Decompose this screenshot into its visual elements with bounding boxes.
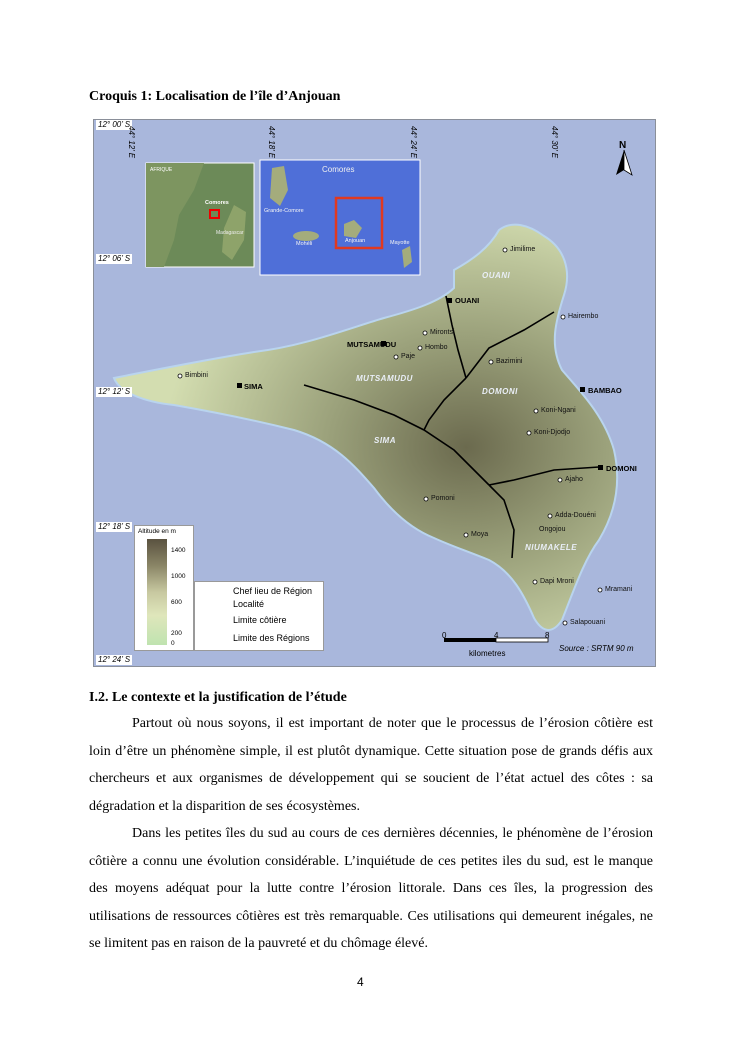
map-source: Source : SRTM 90 m bbox=[559, 644, 634, 653]
inset-comores-label: Comores bbox=[205, 200, 229, 206]
localite-label: Ajaho bbox=[565, 476, 583, 483]
localite-label: Mramani bbox=[605, 586, 633, 593]
scale-tick: 8 bbox=[545, 631, 550, 640]
altitude-legend-title: Altitude en m bbox=[138, 528, 176, 535]
north-label: N bbox=[619, 140, 627, 151]
longitude-label: 44° 18’ E bbox=[267, 126, 276, 159]
longitude-label: 44° 24’ E bbox=[409, 126, 418, 159]
inset-anjouan-label: Anjouan bbox=[345, 238, 366, 244]
localite-label: Ongojou bbox=[539, 526, 566, 533]
anjouan-map bbox=[93, 119, 656, 667]
symbol-legend bbox=[194, 581, 324, 651]
localite-label: Jimilime bbox=[510, 246, 536, 253]
chef-lieu-label: BAMBAO bbox=[588, 386, 622, 395]
localite-label: Adda-Douéni bbox=[555, 512, 596, 519]
altitude-tick: 1000 bbox=[171, 573, 186, 580]
chef-lieu-label: DOMONI bbox=[606, 464, 637, 473]
localite-label: Hombo bbox=[425, 344, 448, 351]
altitude-legend bbox=[134, 525, 194, 651]
localite-label: Koni-Ngani bbox=[541, 407, 576, 414]
legend-chef-lieu: Chef lieu de Région bbox=[233, 586, 313, 596]
inset-mayotte-label: Mayotte bbox=[390, 240, 410, 246]
altitude-tick: 200 bbox=[171, 630, 182, 637]
localite-label: Hairembo bbox=[568, 313, 599, 320]
legend-limite-regions: Limite des Régions bbox=[233, 633, 310, 643]
inset-madagascar-label: Madagascar bbox=[216, 230, 244, 236]
figure-caption: Croquis 1: Localisation de l’île d’Anjouan bbox=[89, 89, 341, 104]
longitude-label: 44° 12’ E bbox=[127, 126, 136, 159]
localite-label: Bimbini bbox=[185, 372, 208, 379]
paragraph: Dans les petites îles du sud au cours de ces dernières décennies, le phénomène de l’érosion côtière a connu une évolution considérable. L’inquiétude de ces petites iles du sud, est le manque des moyens adéquat pour la lutte contre l’érosion littorale. Dans ces îles, la progression des utilisations de ressources côtières est très remarquable. Ces utilisations qui demeurent inégales, ne se limitent pas en raison de la pauvreté et du chômage élevé. bbox=[89, 826, 653, 951]
localite-label: Koni-Djodjo bbox=[534, 429, 571, 436]
chef-lieu-label: SIMA bbox=[244, 382, 263, 391]
altitude-gradient bbox=[147, 539, 167, 645]
latitude-label: 12° 18’ S bbox=[98, 522, 131, 531]
scale-tick: 0 bbox=[442, 631, 447, 640]
north-arrow-icon bbox=[616, 150, 632, 175]
map-legend bbox=[134, 525, 330, 650]
region-label: DOMONI bbox=[482, 387, 518, 396]
section-heading: I.2. Le contexte et la justification de l’étude bbox=[89, 690, 347, 705]
scale-tick: 4 bbox=[494, 631, 499, 640]
legend-limite-cotiere: Limite côtière bbox=[233, 615, 287, 625]
page-number: 4 bbox=[357, 975, 364, 989]
altitude-tick: 0 bbox=[171, 640, 175, 647]
inset-moheli-label: Mohéli bbox=[296, 241, 313, 247]
longitude-label: 44° 30’ E bbox=[550, 126, 559, 159]
body-text bbox=[89, 710, 653, 958]
chef-lieu-label: OUANI bbox=[455, 296, 480, 305]
paragraph: Partout où nous soyons, il est important de noter que le processus de l’érosion côtière est loin d’être un phénomène simple, il est plutôt dynamique. Cette situation pose de grands défis aux chercheurs et aux organismes de développement qui se soucient de l’état actuel des côtes : sa dégradation et la disparition de ses écosystèmes. bbox=[89, 716, 653, 814]
inset-afrique-label: AFRIQUE bbox=[150, 167, 173, 173]
region-label: MUTSAMUDU bbox=[356, 374, 413, 383]
region-label: NIUMAKELE bbox=[525, 543, 578, 552]
localite-label: Pomoni bbox=[431, 495, 455, 502]
latitude-label: 12° 00’ S bbox=[98, 120, 131, 129]
chef-lieu-label: MUTSAMUDU bbox=[347, 340, 397, 349]
scale-unit: kilometres bbox=[469, 649, 506, 658]
latitude-label: 12° 12’ S bbox=[98, 387, 131, 396]
localite-label: Paje bbox=[401, 353, 416, 360]
localite-label: Salapouani bbox=[570, 619, 606, 626]
africa-inset-map bbox=[146, 163, 254, 267]
latitude-label: 12° 06’ S bbox=[98, 254, 131, 263]
region-label: SIMA bbox=[374, 436, 396, 445]
altitude-tick: 1400 bbox=[171, 547, 186, 554]
legend-localite: Localité bbox=[233, 599, 265, 609]
localite-label: Mirontsi bbox=[430, 329, 455, 336]
localite-label: Bazimini bbox=[496, 358, 523, 365]
inset-comores-title: Comores bbox=[322, 165, 355, 174]
altitude-tick: 600 bbox=[171, 599, 182, 606]
localite-label: Dapi Mroni bbox=[540, 578, 574, 585]
region-label: OUANI bbox=[482, 271, 511, 280]
latitude-label: 12° 24’ S bbox=[98, 655, 131, 664]
comores-inset-map bbox=[260, 160, 420, 275]
localite-label: Moya bbox=[471, 531, 489, 538]
inset-grande-comore-label: Grande-Comore bbox=[264, 208, 304, 214]
scale-labels bbox=[439, 629, 549, 661]
